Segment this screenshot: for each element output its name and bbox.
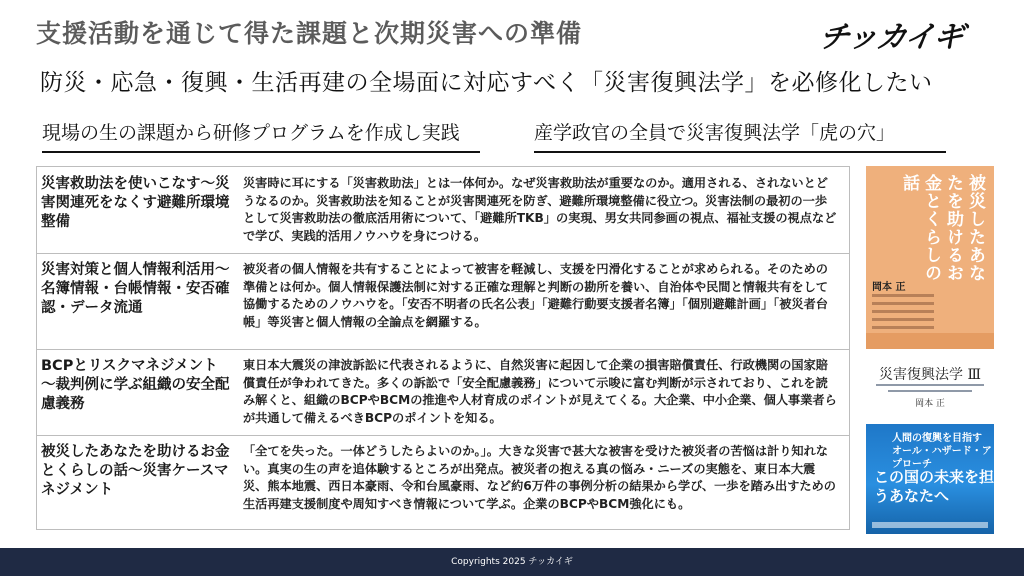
page-title: 支援活動を通じて得た課題と次期災害への準備: [36, 19, 583, 48]
book-author: 岡本 正: [915, 399, 945, 409]
program-description: 東日本大震災の津波訴訟に代表されるように、自然災害に起因して企業の損害賠償責任、行政機関の国家賠償責任が争われてきた。多くの訴訟で「安全配慮義務」について示唆に富む判断が示されており、これを読み解くと、組織のBCPやBCMの推進や人材育成のポイントが見えてくる。大企業、中小企業、個人事業者らが共通して備えるべきBCPのポイントを知る。: [243, 358, 837, 425]
book-author: 岡本 正: [872, 282, 906, 293]
page-subtitle: 防災・応急・復興・生活再建の全場面に対応すべく「災害復興法学」を必修化したい: [40, 70, 933, 96]
program-row: [37, 253, 849, 350]
program-row: [37, 435, 849, 529]
program-row: [37, 167, 849, 254]
program-row: [37, 349, 849, 436]
program-description: 災害時に耳にする「災害救助法」とは一体何か。なぜ災害救助法が重要なのか。適用される、されないとどうなるのか。災害救助法を知ることが災害関連死を防ぎ、避難所環境整備に役立つ。災害法制の最初の一歩として災害救助法の徹底活用術について、「避難所TKB」の実現、男女共同参画の視点、福祉支援の視点などで学び、実践的活用ノウハウを身につける。: [243, 176, 837, 243]
brand-logo: チッカイギ: [817, 20, 966, 55]
book-cover-band: [866, 333, 994, 349]
training-program-table: [36, 166, 850, 530]
book-headline: 人間の復興を目指す オール・ハザード・アプローチ: [892, 433, 992, 470]
program-description: 被災者の個人情報を共有することによって被害を軽減し、支援を円滑化することが求められる。そのための準備とは何か。個人情報保護法制に対する正確な理解と判断の勘所を養い、自治体や民間と情報共有をして協働するためのノウハウを。「安否不明者の氏名公表」「避難行動要支援者名簿」「個別避難計画」「被災者台帳」等災害と個人情報の全論点を網羅する。: [243, 262, 828, 329]
book-title: 被災したあなたを助けるお金とくらしの話: [899, 174, 985, 282]
book-cover-future-of-country: [866, 424, 994, 534]
program-description: 「全てを失った。一体どうしたらよいのか。」。大きな災害で甚大な被害を受けた被災者の苦悩は計り知れない。真実の生の声を追体験するところが出発点。被災者の抱える真の悩み・ニーズの実態を、東日本大震災、熊本地震、西日本豪雨、令和台風豪雨、など約6万件の事例分析の結果から学び、一歩を踏み出すための生活再建支援制度や周知すべき情報について学ぶ。企業のBCPやBCM強化にも。: [243, 444, 836, 511]
left-column-heading: 現場の生の課題から研修プログラムを作成し実践: [42, 118, 480, 153]
book-subtitle-line: [876, 384, 984, 386]
book-cover-money-and-life: [866, 166, 994, 349]
footer-copyright: Copyrights 2025 チッカイギ: [0, 548, 1024, 576]
book-subtitle-line: [888, 390, 972, 392]
book-title: この国の未来を担うあなたへ: [874, 468, 995, 505]
program-label: 被災したあなたを助けるお金とくらしの話～災害ケースマネジメント: [41, 444, 230, 498]
program-label: BCPとリスクマネジメント～裁判例に学ぶ組織の安全配慮義務: [41, 358, 230, 412]
book-cover-footer-band: [872, 522, 988, 528]
book-cover-disaster-recovery-law: [866, 356, 994, 411]
book-title: 災害復興法学 Ⅲ: [879, 367, 981, 383]
program-label: 災害救助法を使いこなす～災害関連死をなくす避難所環境整備: [41, 176, 230, 230]
right-column-heading: 産学政官の全員で災害復興法学「虎の穴」: [534, 118, 946, 153]
program-label: 災害対策と個人情報利活用～名簿情報・台帳情報・安否確認・データ流通: [41, 262, 230, 316]
